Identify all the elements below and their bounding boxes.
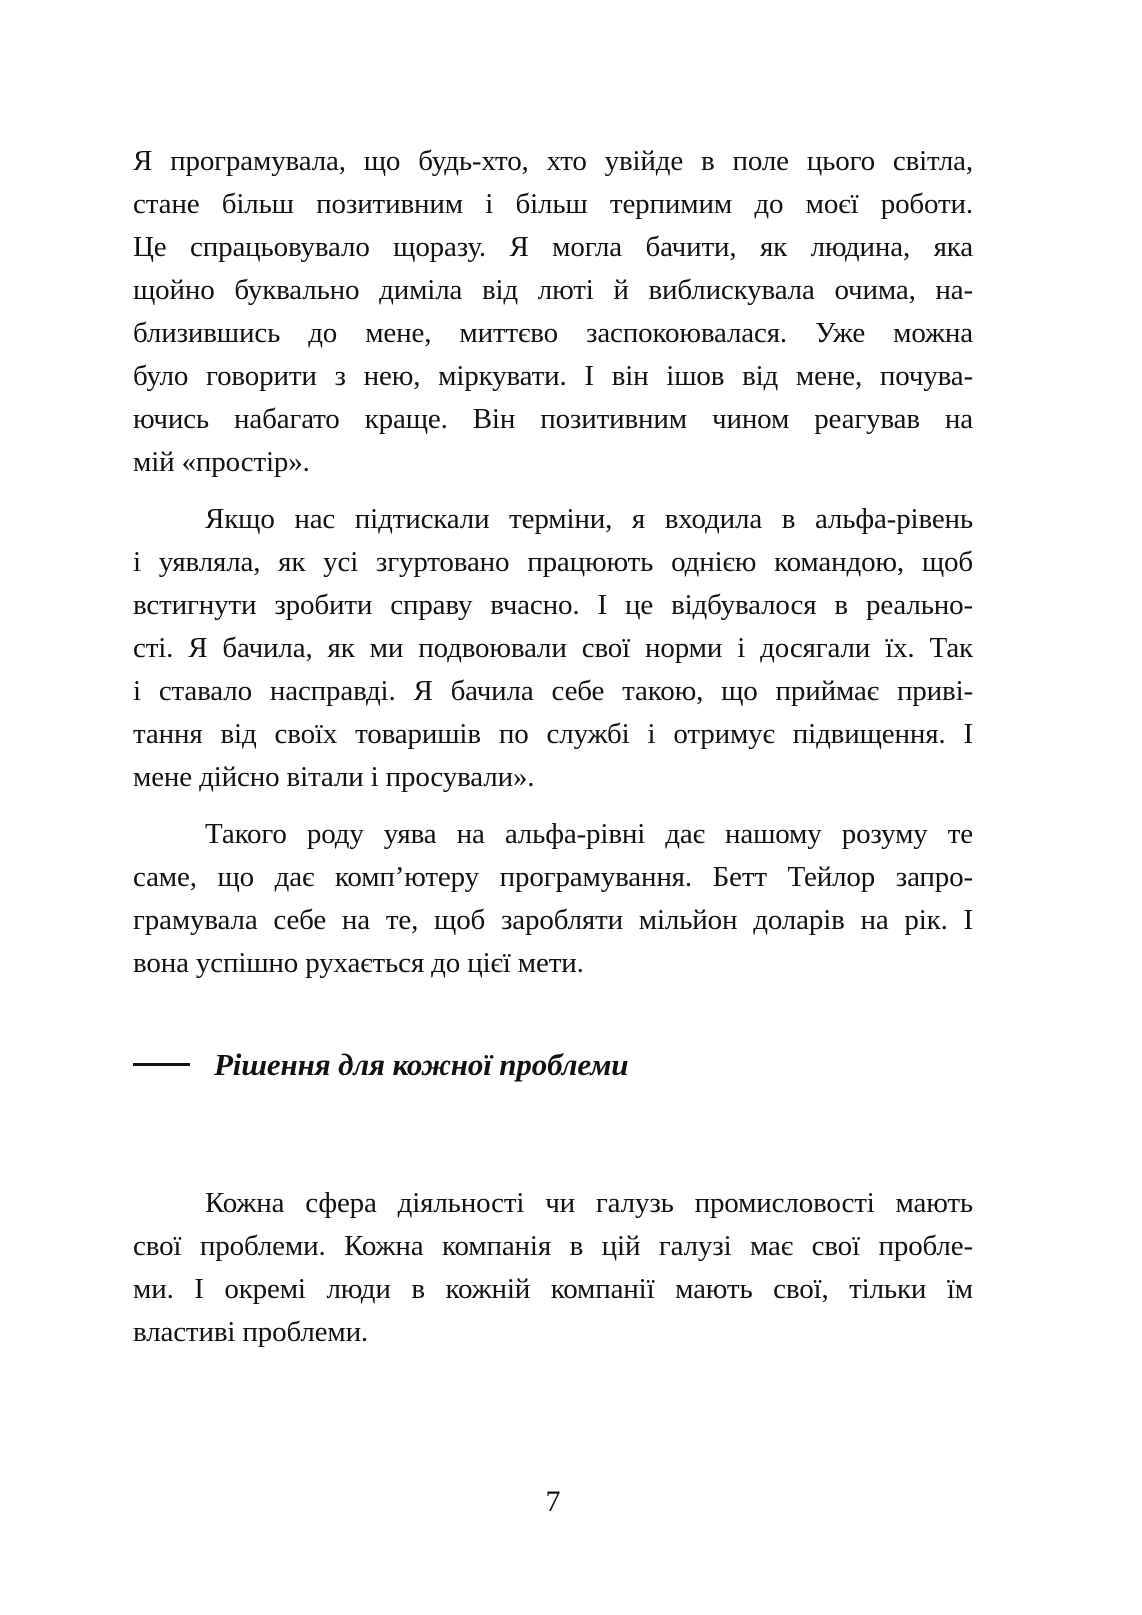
text-line: стане більш позитивним і більш терпимим до моєї роботи.: [133, 188, 973, 220]
text-line: близившись до мене, миттєво заспокоювалася. Уже можна: [133, 317, 973, 349]
text-line: мене дійсно вітали і просували».: [133, 761, 535, 793]
text-line: і ставало насправді. Я бачила себе такою, що приймає приві-: [133, 675, 973, 707]
text-line: Я програмувала, що будь-хто, хто увійде в поле цього світла,: [133, 145, 973, 177]
text-line: сті. Я бачила, як ми подвоювали свої норми і досягали їх. Так: [133, 632, 973, 664]
paragraph: [133, 140, 973, 484]
text-line: мій «простір».: [133, 446, 310, 478]
text-line: властиві проблеми.: [133, 1316, 369, 1348]
text-line: Такого роду уява на альфа-рівні дає нашому розуму те: [205, 818, 973, 850]
section-heading-text: Рішення для кожної проблеми: [214, 1047, 629, 1082]
text-line: тання від своїх товаришів по службі і отримує підвищення. І: [133, 718, 973, 750]
text-line: Це спрацьовувало щоразу. Я могла бачити, як людина, яка: [133, 231, 973, 263]
paragraph: [133, 1182, 973, 1354]
text-line: саме, що дає комп’ютеру програмування. Бетт Тейлор запро-: [133, 861, 973, 893]
text-line: свої проблеми. Кожна компанія в цій галузі має свої пробле-: [133, 1230, 973, 1262]
text-line: щойно буквально диміла від люті й виблискувала очима, на-: [133, 274, 973, 306]
paragraph: [133, 498, 973, 799]
text-line: Якщо нас підтискали терміни, я входила в альфа-рівень: [205, 503, 973, 535]
text-line: встигнути зробити справу вчасно. І це відбувалося в реально-: [133, 589, 973, 621]
page-number: 7: [545, 1485, 561, 1518]
text-block: [133, 140, 973, 1368]
paragraph: [133, 813, 973, 985]
text-line: вона успішно рухається до цієї мети.: [133, 947, 584, 979]
text-line: ючись набагато краще. Він позитивним чином реагував на: [133, 403, 973, 435]
text-line: ми. І окремі люди в кожній компанії мають свої, тільки їм: [133, 1273, 973, 1305]
heading-rule: [133, 1063, 190, 1066]
text-line: грамувала себе на те, щоб заробляти мільйон доларів на рік. І: [133, 904, 973, 936]
section-heading: [133, 1043, 973, 1086]
text-line: було говорити з нею, міркувати. І він ішов від мене, почува-: [133, 360, 973, 392]
text-line: і уявляла, як усі згуртовано працюють однією командою, щоб: [133, 546, 973, 578]
text-line: Кожна сфера діяльності чи галузь промисловості мають: [205, 1187, 973, 1219]
